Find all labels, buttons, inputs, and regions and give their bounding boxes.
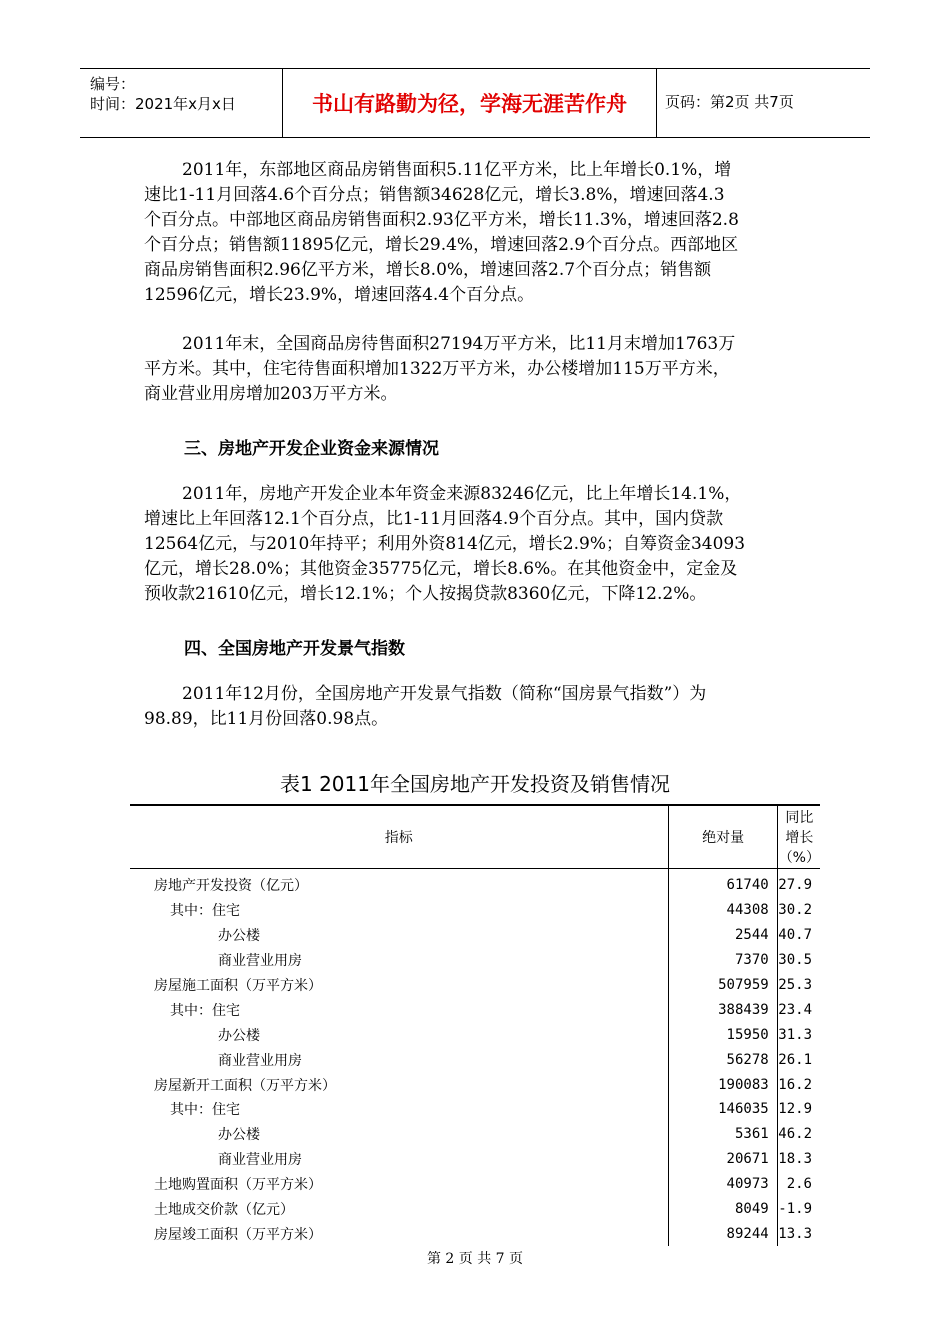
page-header bbox=[80, 68, 870, 138]
row-label: 办公楼 bbox=[130, 1122, 668, 1147]
row-value: 7370 bbox=[668, 948, 777, 973]
header-page-info: 页码：第2页 共7页 bbox=[665, 93, 794, 111]
row-growth: 46.2 bbox=[778, 1126, 812, 1143]
row-value: 56278 bbox=[668, 1047, 777, 1072]
paragraph-unsold-area bbox=[144, 332, 804, 407]
paragraph-regional-sales bbox=[144, 158, 804, 308]
row-value: 388439 bbox=[668, 997, 777, 1022]
table-row bbox=[130, 1072, 820, 1097]
section-heading-funding: 三、房地产开发企业资金来源情况 bbox=[184, 439, 439, 459]
row-growth: 40.7 bbox=[778, 927, 812, 944]
text-line: 12596亿元，增长23.9%，增速回落4.4个百分点。 bbox=[144, 285, 535, 305]
row-label: 房屋竣工面积（万平方米） bbox=[130, 1221, 668, 1246]
text-line: 亿元，增长28.0%；其他资金35775亿元，增长8.6%。在其他资金中，定金及 bbox=[144, 559, 738, 579]
row-label: 办公楼 bbox=[130, 923, 668, 948]
table-row bbox=[130, 1022, 820, 1047]
header-motto: 书山有路勤为径，学海无涯苦作舟 bbox=[283, 69, 657, 137]
row-label: 其中：住宅 bbox=[130, 997, 668, 1022]
investment-sales-table bbox=[130, 804, 820, 1246]
row-value: 44308 bbox=[668, 898, 777, 923]
table-row bbox=[130, 1197, 820, 1222]
row-value: 40973 bbox=[668, 1172, 777, 1197]
text-line: 2011年12月份，全国房地产开发景气指数（简称“国房景气指数”）为 bbox=[182, 684, 707, 704]
row-label: 办公楼 bbox=[130, 1022, 668, 1047]
text-line: 增速比上年回落12.1个百分点，比1-11月回落4.9个百分点。其中，国内贷款 bbox=[144, 509, 724, 529]
text-line: 2011年，房地产开发企业本年资金来源83246亿元，比上年增长14.1%， bbox=[182, 484, 742, 504]
column-header-indicator: 指标 bbox=[130, 805, 668, 869]
row-growth: 16.2 bbox=[778, 1076, 812, 1093]
section-heading-index: 四、全国房地产开发景气指数 bbox=[184, 639, 405, 659]
row-label: 房屋新开工面积（万平方米） bbox=[130, 1072, 668, 1097]
text-line: 商品房销售面积2.96亿平方米，增长8.0%，增速回落2.7个百分点；销售额 bbox=[144, 260, 712, 280]
text-line: 98.89，比11月份回落0.98点。 bbox=[144, 709, 389, 729]
text-line: 个百分点；销售额11895亿元，增长29.4%，增速回落2.9个百分点。西部地区 bbox=[144, 235, 739, 255]
row-growth: 18.3 bbox=[778, 1151, 812, 1168]
text-line: 速比1-11月回落4.6个百分点；销售额34628亿元，增长3.8%，增速回落4.3 bbox=[144, 185, 725, 205]
table-header-row bbox=[130, 805, 820, 869]
row-value: 146035 bbox=[668, 1097, 777, 1122]
row-label: 商业营业用房 bbox=[130, 1147, 668, 1172]
table-title: 表1 2011年全国房地产开发投资及销售情况 bbox=[280, 772, 670, 796]
text-line: 2011年，东部地区商品房销售面积5.11亿平方米，比上年增长0.1%，增 bbox=[182, 160, 732, 180]
paragraph-funding bbox=[144, 482, 804, 607]
row-growth: 2.6 bbox=[786, 1176, 812, 1193]
code-label: 编号： bbox=[90, 75, 136, 93]
row-label: 商业营业用房 bbox=[130, 948, 668, 973]
row-label: 其中：住宅 bbox=[130, 1097, 668, 1122]
row-value: 15950 bbox=[668, 1022, 777, 1047]
row-growth: 12.9 bbox=[778, 1101, 812, 1118]
column-header-absolute: 绝对量 bbox=[668, 805, 777, 869]
row-growth: 30.5 bbox=[778, 952, 812, 969]
table-row bbox=[130, 1172, 820, 1197]
table-row bbox=[130, 1097, 820, 1122]
row-value: 89244 bbox=[668, 1221, 777, 1246]
row-growth: 26.1 bbox=[778, 1051, 812, 1068]
row-growth: 31.3 bbox=[778, 1026, 812, 1043]
row-growth: 13.3 bbox=[778, 1225, 812, 1242]
row-value: 190083 bbox=[668, 1072, 777, 1097]
text-line: 平方米。其中，住宅待售面积增加1322万平方米，办公楼增加115万平方米， bbox=[144, 359, 730, 379]
table-row bbox=[130, 869, 820, 898]
table-row bbox=[130, 1122, 820, 1147]
row-label: 其中：住宅 bbox=[130, 898, 668, 923]
text-line: 2011年末，全国商品房待售面积27194万平方米，比11月末增加1763万 bbox=[182, 334, 736, 354]
paragraph-index bbox=[144, 682, 804, 732]
row-growth: 25.3 bbox=[778, 977, 812, 993]
row-growth: -1.9 bbox=[778, 1201, 812, 1218]
row-label: 商业营业用房 bbox=[130, 1047, 668, 1072]
text-line: 个百分点。中部地区商品房销售面积2.93亿平方米，增长11.3%，增速回落2.8 bbox=[144, 210, 739, 230]
table-row bbox=[130, 898, 820, 923]
text-line: 12564亿元，与2010年持平；利用外资814亿元，增长2.9%；自筹资金34093 bbox=[144, 534, 746, 554]
row-growth: 23.4 bbox=[778, 1001, 812, 1018]
text-line: 商业营业用房增加203万平方米。 bbox=[144, 384, 398, 404]
text-line: 预收款21610亿元，增长12.1%；个人按揭贷款8360亿元，下降12.2%。 bbox=[144, 584, 707, 604]
table-row bbox=[130, 1147, 820, 1172]
table-row bbox=[130, 997, 820, 1022]
column-header-growth: 同比增长（%） bbox=[777, 805, 820, 869]
row-label: 土地购置面积（万平方米） bbox=[130, 1172, 668, 1197]
table-row bbox=[130, 1221, 820, 1246]
row-value: 20671 bbox=[668, 1147, 777, 1172]
header-meta bbox=[80, 69, 283, 137]
row-value: 8049 bbox=[668, 1197, 777, 1222]
row-label: 土地成交价款（亿元） bbox=[130, 1197, 668, 1222]
page-footer: 第 2 页 共 7 页 bbox=[426, 1251, 524, 1267]
row-value: 507959 bbox=[668, 973, 777, 998]
row-growth: 27.9 bbox=[778, 877, 812, 894]
row-value: 2544 bbox=[668, 923, 777, 948]
row-label: 房屋施工面积（万平方米） bbox=[130, 973, 668, 998]
table-row bbox=[130, 973, 820, 998]
row-value: 61740 bbox=[668, 869, 777, 898]
time-label: 时间：2021年x月x日 bbox=[90, 95, 236, 113]
table-row bbox=[130, 1047, 820, 1072]
table-row bbox=[130, 923, 820, 948]
row-value: 5361 bbox=[668, 1122, 777, 1147]
table-row bbox=[130, 948, 820, 973]
row-label: 房地产开发投资（亿元） bbox=[130, 869, 668, 898]
row-growth: 30.2 bbox=[778, 902, 812, 919]
